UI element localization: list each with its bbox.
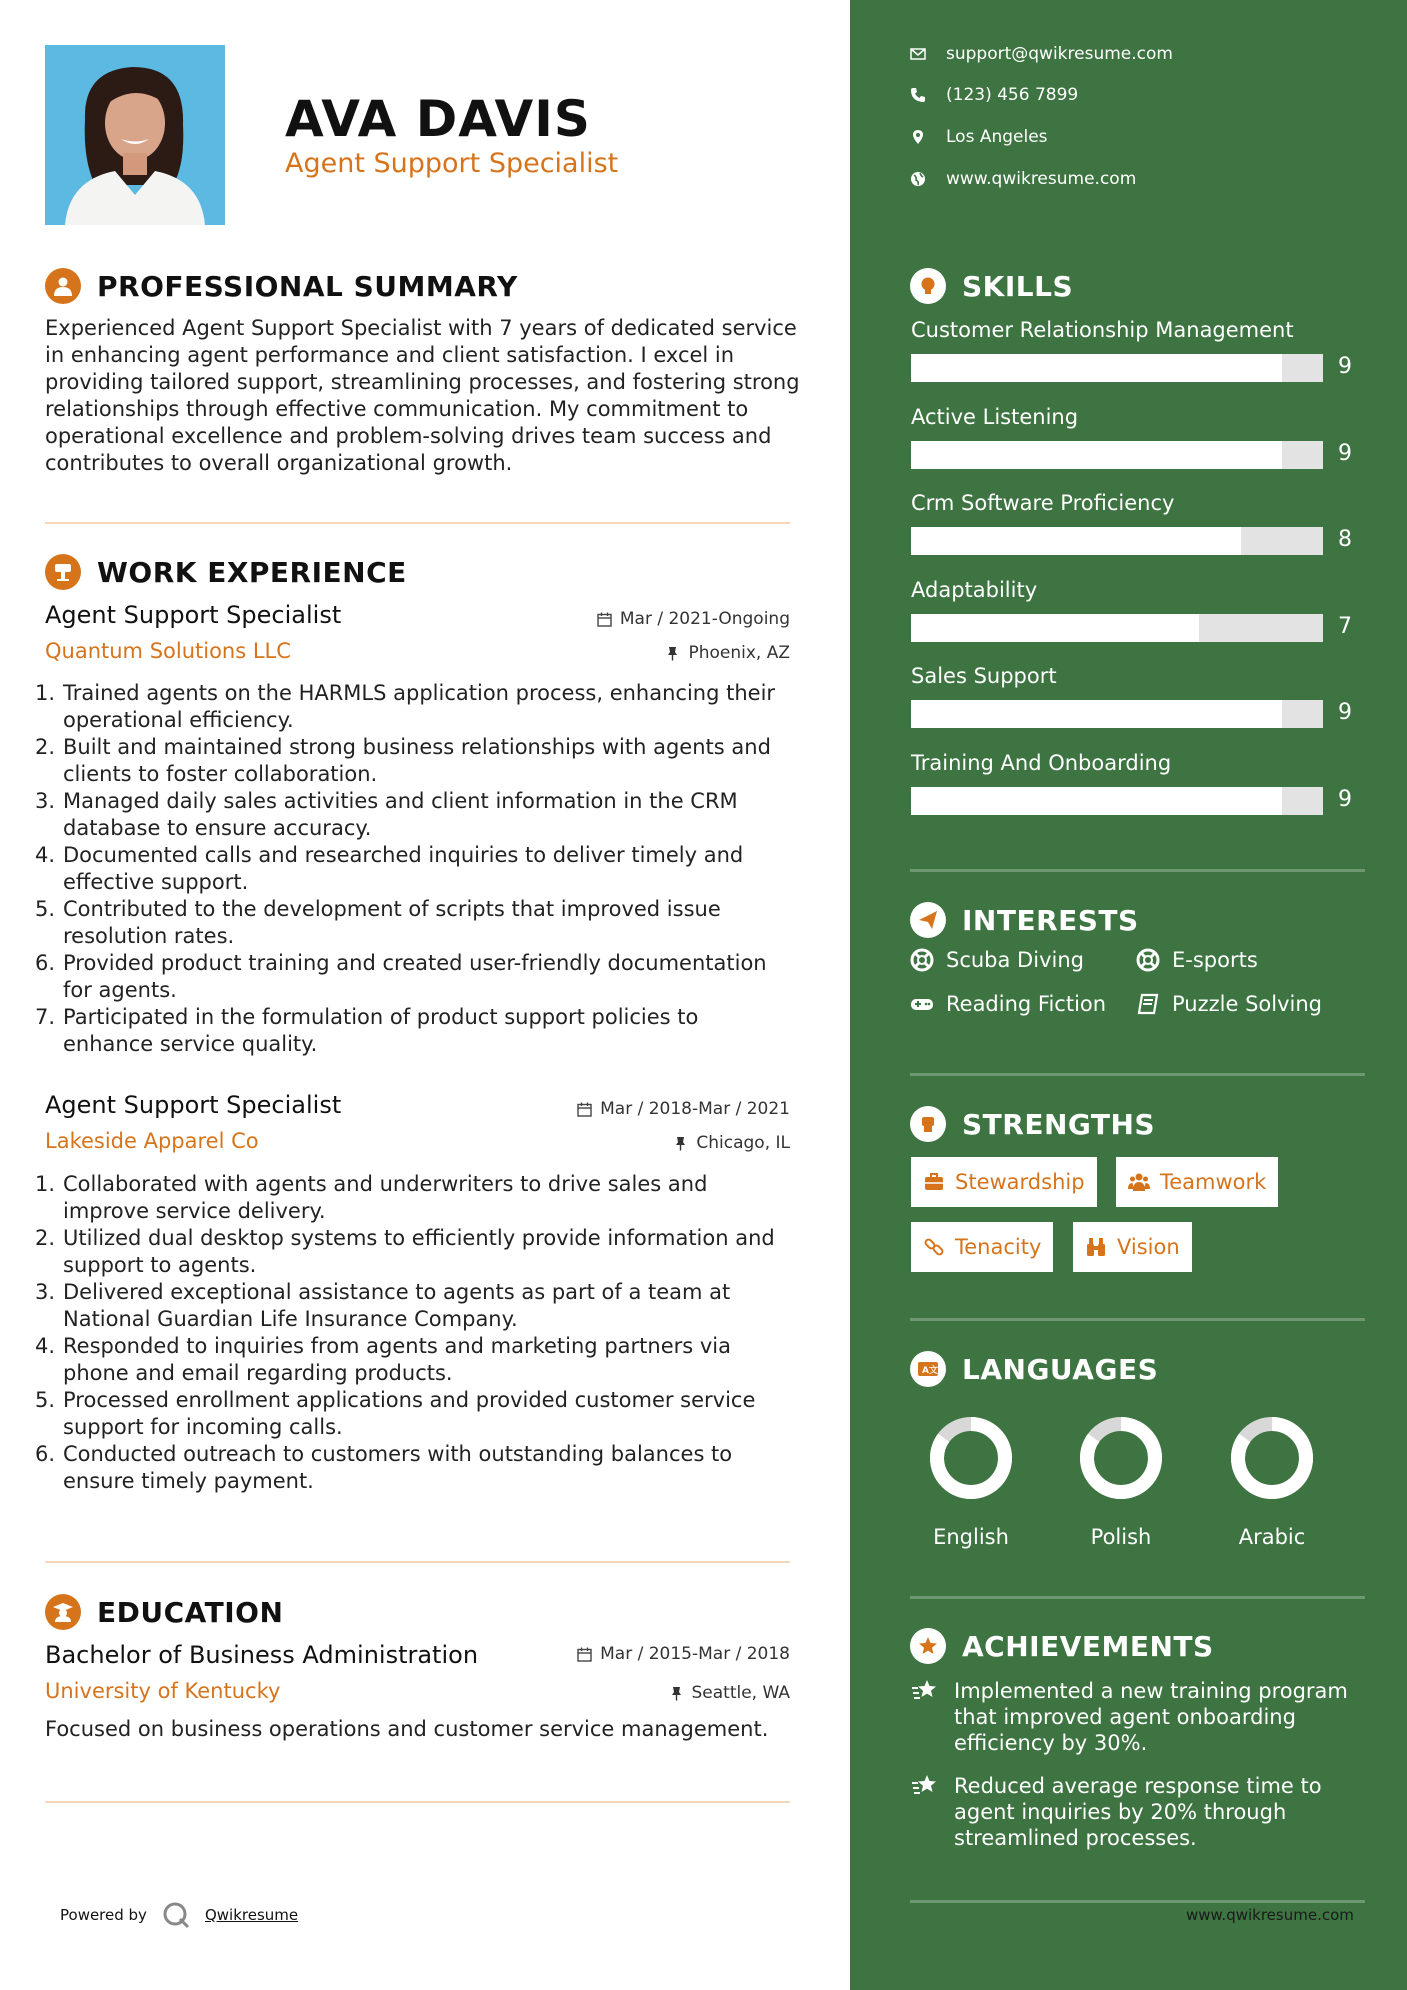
svg-text:文: 文: [929, 1366, 939, 1376]
education-date-text: Mar / 2015-Mar / 2018: [600, 1644, 790, 1664]
list-item: 4. Responded to inquiries from agents and marketing partners via phone and email regarding products.: [35, 1334, 731, 1385]
interest-item: E-sports: [1136, 948, 1258, 972]
qwikresume-link[interactable]: Qwikresume: [204, 1906, 299, 1924]
skill-bar-fill: [911, 614, 1199, 642]
list-item: 4. Documented calls and researched inquiries to deliver timely and effective support.: [35, 843, 744, 894]
user-icon: [45, 268, 81, 304]
section-divider: [910, 869, 1365, 872]
calendar-icon: [577, 1647, 592, 1662]
candidate-role: Agent Support Specialist: [285, 148, 619, 179]
skill-value: 8: [1338, 527, 1352, 552]
education-location-text: Seattle, WA: [691, 1683, 790, 1703]
job-location-text: Chicago, IL: [696, 1133, 790, 1153]
skill-label: Sales Support: [911, 664, 1057, 688]
language-label: Arabic: [1238, 1525, 1306, 1549]
graduate-icon: [45, 1594, 81, 1630]
interest-item: Reading Fiction: [910, 992, 1106, 1016]
education-title: EDUCATION: [97, 1595, 284, 1629]
skill-bar: [911, 700, 1323, 728]
job-bullets: [35, 680, 795, 1058]
pin-icon: [669, 1686, 684, 1701]
languages-title: LANGUAGES: [962, 1352, 1159, 1386]
job-title: Agent Support Specialist: [45, 1091, 342, 1119]
skill-value: 9: [1338, 700, 1352, 725]
skill-value: 7: [1338, 613, 1352, 639]
gamepad-icon: [910, 992, 934, 1016]
section-divider: [910, 1596, 1365, 1599]
skill-label: Customer Relationship Management: [911, 318, 1294, 342]
skill-label: Adaptability: [911, 577, 1038, 602]
link-icon: [923, 1236, 945, 1258]
skill-bar-fill: [911, 787, 1282, 815]
strength-chip: Vision: [1073, 1222, 1192, 1272]
lifebuoy-icon: [1136, 948, 1160, 972]
list-item: 2. Utilized dual desktop systems to efficiently provide information and support to agents.: [35, 1226, 775, 1277]
language-donut: [1229, 1415, 1315, 1501]
skill-value: 9: [1338, 440, 1352, 466]
skill-bar: [911, 354, 1323, 382]
skill-bar-fill: [911, 441, 1282, 469]
map-marker-icon: [910, 129, 926, 145]
list-item: 1. Collaborated with agents and underwriters to drive sales and improve service delivery.: [35, 1172, 708, 1223]
calendar-icon: [577, 1102, 592, 1117]
skill-label: Active Listening: [911, 404, 1079, 429]
calendar-icon: [597, 612, 612, 627]
skill-bar: [911, 527, 1323, 555]
achievements-title: ACHIEVEMENTS: [962, 1629, 1214, 1663]
shooting-star-icon: [910, 1676, 940, 1706]
job-date: [597, 609, 790, 629]
lightbulb-icon: [910, 268, 946, 304]
skill-bar-fill: [911, 527, 1241, 555]
strength-chip: Stewardship: [911, 1157, 1097, 1207]
achievements-heading: [910, 1628, 1214, 1664]
skill-bar-fill: [911, 354, 1282, 382]
powered-by: [60, 1900, 298, 1930]
language-item: [921, 1415, 1021, 1549]
briefcase-icon: [923, 1171, 945, 1193]
qwikresume-logo-icon: [161, 1900, 191, 1930]
list-item: 3. Managed daily sales activities and client information in the CRM database to ensure accuracy.: [35, 789, 738, 840]
language-donut: [1078, 1415, 1164, 1501]
achievement-item: Reduced average response time to agent inquiries by 20% through streamlined processes.: [910, 1773, 1370, 1851]
education-description: Focused on business operations and customer service management.: [45, 1717, 769, 1741]
skill-label: Training And Onboarding: [911, 750, 1172, 775]
contact-website: www.qwikresume.com: [910, 169, 1136, 189]
job-company: Quantum Solutions LLC: [45, 639, 291, 663]
experience-title: WORK EXPERIENCE: [97, 555, 407, 589]
list-item: 6. Provided product training and created user-friendly documentation for agents.: [35, 951, 767, 1002]
users-icon: [1128, 1171, 1150, 1193]
list-item: 1. Trained agents on the HARMLS application process, enhancing their operational efficiency.: [35, 681, 776, 732]
job-date: [577, 1099, 790, 1119]
pin-icon: [665, 646, 680, 661]
strength-chip: Tenacity: [911, 1222, 1053, 1272]
education-location: [669, 1683, 791, 1703]
education-heading: [45, 1594, 283, 1630]
list-item: 7. Participated in the formulation of product support policies to enhance service quality.: [35, 1005, 699, 1056]
pin-icon: [673, 1136, 688, 1151]
job-location: [665, 643, 790, 663]
skill-value: 9: [1338, 786, 1352, 812]
strengths-title: STRENGTHS: [962, 1107, 1156, 1141]
skill-bar: [911, 614, 1323, 642]
skills-title: SKILLS: [962, 269, 1074, 303]
interest-item: Scuba Diving: [910, 948, 1084, 972]
job-date-text: Mar / 2018-Mar / 2021: [600, 1099, 790, 1119]
binoculars-icon: [1085, 1236, 1107, 1258]
paper-plane-icon: [910, 902, 946, 938]
shooting-star-icon: [910, 1771, 940, 1801]
section-divider: [45, 1801, 790, 1803]
book-icon: [1136, 992, 1160, 1016]
achievement-item: Implemented a new training program that improved agent onboarding efficiency by 30%.: [910, 1678, 1370, 1756]
strengths-heading: [910, 1106, 1155, 1142]
list-item: 5. Contributed to the development of scripts that improved issue resolution rates.: [35, 897, 721, 948]
job-title: Agent Support Specialist: [45, 601, 342, 629]
skill-bar: [911, 441, 1323, 469]
list-item: 6. Conducted outreach to customers with outstanding balances to ensure timely payment.: [35, 1442, 733, 1493]
education-date: [577, 1644, 790, 1664]
job-location-text: Phoenix, AZ: [688, 643, 790, 663]
skill-bar: [911, 787, 1323, 815]
star-badge-icon: [910, 1628, 946, 1664]
contact-phone: (123) 456 7899: [910, 85, 1078, 105]
interests-heading: [910, 902, 1139, 938]
language-item: [1222, 1415, 1322, 1549]
language-donut: [928, 1415, 1014, 1501]
job-date-text: Mar / 2021-Ongoing: [619, 609, 790, 629]
phone-icon: [910, 87, 926, 103]
summary-text: Experienced Agent Support Specialist with 7 years of dedicated service in enhancing agent performance and client satisfaction. I excel in providing tailored support, streamlining processes, and fostering strong relationships through effective communication. My commitment to operational excellence and problem-solving drives team success and contributes to overall organizational growth.: [45, 316, 800, 475]
language-label: Polish: [1090, 1525, 1152, 1549]
language-item: [1071, 1415, 1171, 1549]
profile-photo: [45, 45, 225, 225]
job-company: Lakeside Apparel Co: [45, 1129, 259, 1153]
job-location: [673, 1133, 790, 1153]
section-divider: [910, 1073, 1365, 1076]
summary-title: PROFESSIONAL SUMMARY: [97, 269, 518, 303]
envelope-icon: [910, 46, 926, 62]
interests-title: INTERESTS: [962, 903, 1139, 937]
degree: Bachelor of Business Administration: [45, 1641, 479, 1669]
summary-heading: [45, 268, 518, 304]
job-bullets: [35, 1171, 795, 1495]
svg-text:A: A: [922, 1366, 930, 1376]
powered-by-text: Powered by: [60, 1906, 147, 1924]
translate-icon: [910, 1351, 946, 1387]
skill-value: 9: [1338, 354, 1352, 379]
footer-website: www.qwikresume.com: [1186, 1906, 1354, 1924]
lifebuoy-icon: [910, 948, 934, 972]
list-item: 5. Processed enrollment applications and provided customer service support for incoming calls.: [35, 1388, 756, 1439]
globe-icon: [910, 171, 926, 187]
experience-heading: [45, 554, 407, 590]
contact-email: support@qwikresume.com: [910, 44, 1173, 64]
school: University of Kentucky: [45, 1679, 281, 1703]
skill-label: Crm Software Proficiency: [911, 491, 1175, 515]
skills-heading: [910, 268, 1073, 304]
list-item: 3. Delivered exceptional assistance to agents as part of a team at National Guardian Life Insurance Company.: [35, 1280, 731, 1331]
language-label: English: [933, 1525, 1009, 1549]
section-divider: [45, 522, 790, 524]
interest-item: Puzzle Solving: [1136, 992, 1322, 1016]
section-divider: [910, 1318, 1365, 1321]
fist-icon: [910, 1106, 946, 1142]
strength-chip: Teamwork: [1116, 1157, 1278, 1207]
podium-icon: [45, 554, 81, 590]
candidate-name: AVA DAVIS: [285, 90, 591, 148]
list-item: 2. Built and maintained strong business relationships with agents and clients to foster collaboration.: [35, 735, 771, 786]
languages-heading: [910, 1351, 1158, 1387]
section-divider: [910, 1900, 1365, 1903]
skill-bar-fill: [911, 700, 1282, 728]
section-divider: [45, 1561, 790, 1563]
contact-location: Los Angeles: [910, 127, 1048, 147]
